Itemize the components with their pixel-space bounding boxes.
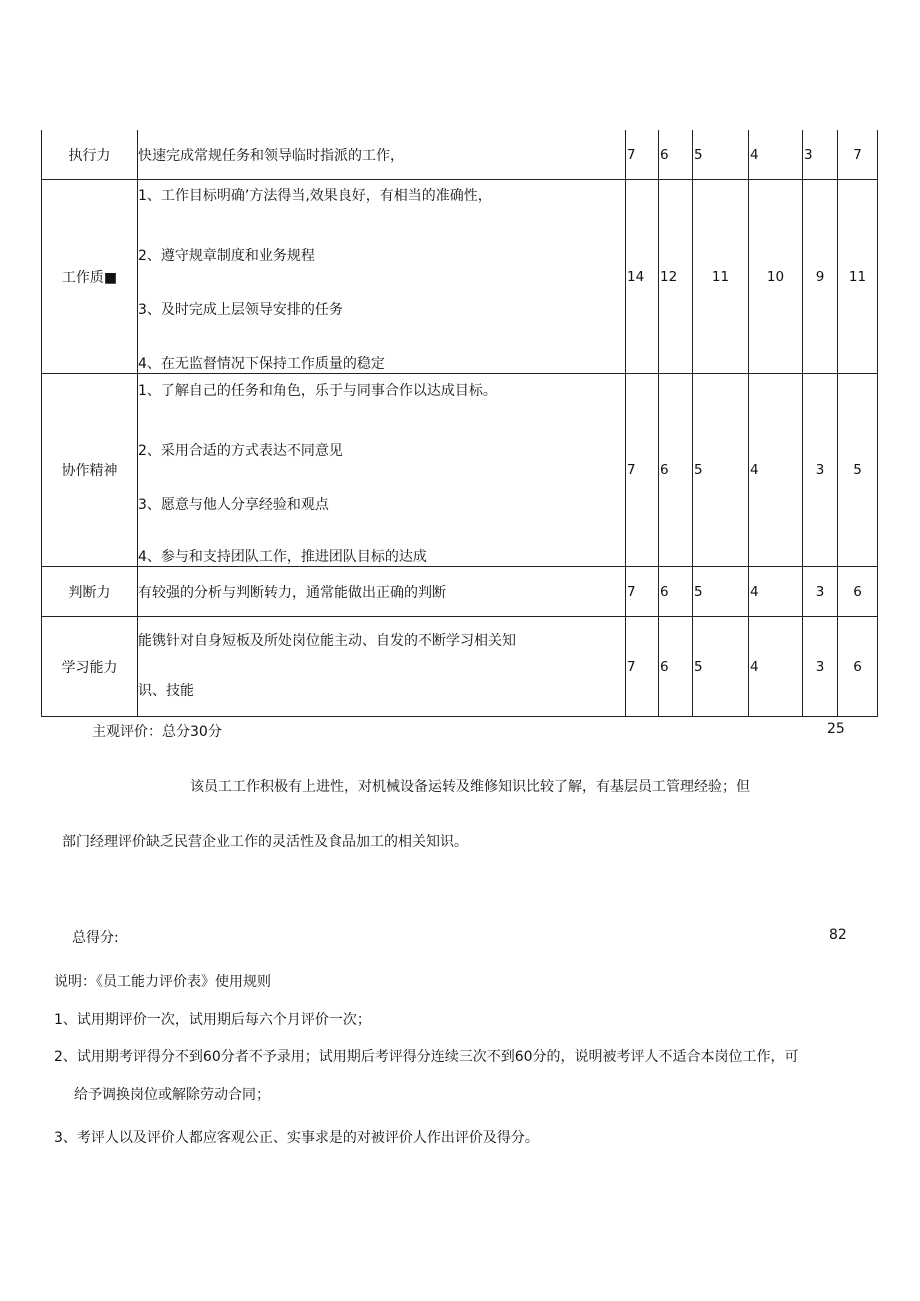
score-cell: 6 <box>838 617 878 717</box>
subjective-score: 25 <box>827 721 845 737</box>
table-row <box>42 567 878 617</box>
score-cell: 3 <box>803 567 838 617</box>
description-line: 识、技能 <box>138 682 194 699</box>
table-row <box>42 130 878 180</box>
description-line: 3、愿意与他人分享经验和观点 <box>138 496 329 513</box>
score-cell: 14 <box>626 180 659 374</box>
category-cell: 执行力 <box>42 130 138 180</box>
notes-title: 说明：《员工能力评价表》使用规则 <box>54 974 271 990</box>
description-line: 2、采用合适的方式表达不同意见 <box>138 442 343 459</box>
description-cell <box>138 130 626 180</box>
notes-item: 给予调换岗位或解除劳动合同； <box>74 1087 270 1103</box>
score-cell: 10 <box>749 180 803 374</box>
score-cell: 6 <box>659 374 693 567</box>
score-cell: 11 <box>838 180 878 374</box>
score-cell: 5 <box>693 567 749 617</box>
comment-line-2: 部门经理评价缺乏民营企业工作的灵活性及食品加工的相关知识。 <box>62 834 468 850</box>
evaluation-table <box>41 130 878 717</box>
score-cell: 5 <box>838 374 878 567</box>
score-cell: 6 <box>659 617 693 717</box>
score-cell: 7 <box>626 130 659 180</box>
table-row <box>42 180 878 374</box>
score-cell: 4 <box>749 567 803 617</box>
description-line: 有较强的分析与判断转力，通常能做出正确的判断 <box>138 584 446 601</box>
score-cell: 7 <box>838 130 878 180</box>
description-line: 4、在无监督情况下保持工作质量的稳定 <box>138 355 385 372</box>
score-cell: 7 <box>626 567 659 617</box>
score-cell: 4 <box>749 617 803 717</box>
table-row <box>42 617 878 717</box>
description-cell <box>138 567 626 617</box>
notes-item: 1、试用期评价一次，试用期后每六个月评价一次； <box>54 1012 371 1028</box>
score-cell: 4 <box>749 374 803 567</box>
category-cell: 判断力 <box>42 567 138 617</box>
score-cell: 7 <box>626 617 659 717</box>
score-cell: 12 <box>659 180 693 374</box>
score-cell: 6 <box>838 567 878 617</box>
subjective-label: 主观评价：总分30分 <box>92 724 222 740</box>
category-cell: 协作精神 <box>42 374 138 567</box>
score-cell: 7 <box>626 374 659 567</box>
notes-item: 3、考评人以及评价人都应客观公正、实事求是的对被评价人作出评价及得分。 <box>54 1130 539 1146</box>
score-cell: 3 <box>803 374 838 567</box>
score-cell: 5 <box>693 617 749 717</box>
score-cell: 9 <box>803 180 838 374</box>
total-label: 总得分: <box>72 930 119 946</box>
score-cell: 5 <box>693 130 749 180</box>
notes-item: 2、试用期考评得分不到60分者不予录用；试用期后考评得分连续三次不到60分的，说明被考评人不适合本岗位工作，可 <box>54 1049 799 1065</box>
score-cell: 3 <box>803 130 838 180</box>
category-cell: 工作质■ <box>42 180 138 374</box>
description-cell <box>138 180 626 374</box>
score-cell: 3 <box>803 617 838 717</box>
description-line: 4、参与和支持团队工作，推进团队目标的达成 <box>138 548 427 565</box>
score-cell: 6 <box>659 567 693 617</box>
description-cell <box>138 374 626 567</box>
score-cell: 4 <box>749 130 803 180</box>
description-line: 1、了解自己的任务和角色，乐于与同事合作以达成目标。 <box>138 383 497 399</box>
score-cell: 6 <box>659 130 693 180</box>
category-cell: 学习能力 <box>42 617 138 717</box>
score-cell: 5 <box>693 374 749 567</box>
description-line: 1、工作目标明确’方法得当,效果良好，有相当的准确性， <box>138 188 492 204</box>
description-line: 快速完成常规任务和领导临时指派的工作， <box>138 147 404 164</box>
score-cell: 11 <box>693 180 749 374</box>
description-line: 3、及时完成上层领导安排的任务 <box>138 301 343 318</box>
description-cell <box>138 617 626 717</box>
total-score: 82 <box>829 927 847 943</box>
description-line: 2、遵守规章制度和业务规程 <box>138 247 315 264</box>
description-line: 能镌针对自身短板及所处岗位能主动、自发的不断学习相关知 <box>138 633 516 649</box>
comment-line-1: 该员工工作积极有上进性，对机械设备运转及维修知识比较了解，有基层员工管理经验；但 <box>190 779 750 795</box>
table-row <box>42 374 878 567</box>
